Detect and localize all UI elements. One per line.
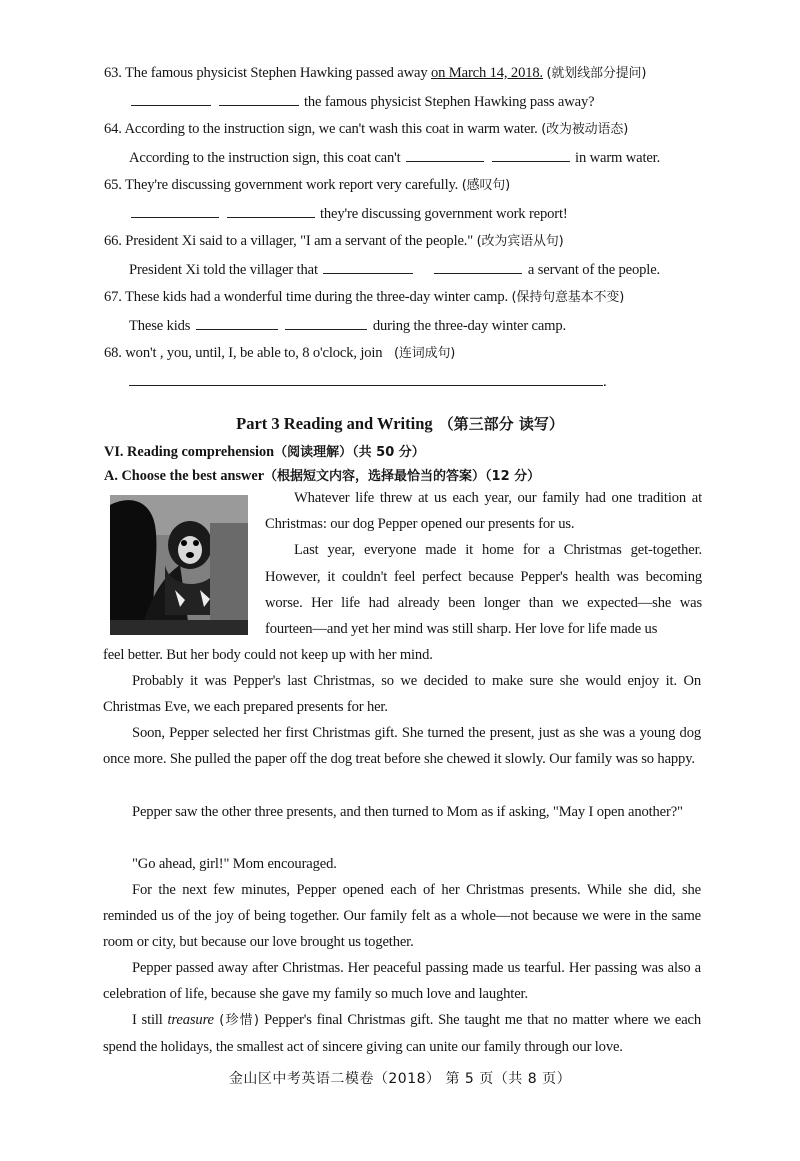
answer-line-66: President Xi told the villager that a servant of the people. [129, 259, 660, 280]
answer-line-64: According to the instruction sign, this coat can't in warm water. [129, 147, 660, 168]
answer-blank[interactable] [129, 371, 603, 386]
section-heading-vi: VI. Reading comprehension（阅读理解）（共 50 分） [104, 444, 425, 460]
answer-blank[interactable] [131, 203, 219, 218]
section-heading-a: A. Choose the best answer（根据短文内容，选择最恰当的答案）（12 分） [104, 468, 541, 484]
passage-wrap [265, 485, 702, 642]
paragraph-7: For the next few minutes, Pepper opened each of her Christmas presents. While she did, she reminded us of the joy of being together. Our family felt as a whole—not because we were in the same room or city, but because our love brought us together. [103, 882, 701, 951]
answer-line-68: . [129, 371, 607, 392]
answer-blank[interactable] [219, 91, 299, 106]
question-64: 64. According to the instruction sign, we can't wash this coat in warm water. (改为被动语态) [104, 121, 629, 137]
underlined-phrase: on March 14, 2018. [431, 65, 544, 81]
answer-blank[interactable] [196, 315, 278, 330]
page-footer: 金山区中考英语二模卷（2018） 第 5 页（共 8 页） [228, 1071, 572, 1087]
paragraph-4: Soon, Pepper selected her first Christmas gift. She turned the present, just as she was a young dog once more. She pulled the paper off the dog treat before she chewed it slowly. Our family was so happy. [103, 725, 701, 768]
part-title: Part 3 Reading and Writing （第三部分 读写） [236, 414, 564, 433]
answer-line-65: they're discussing government work report! [129, 203, 568, 224]
answer-blank[interactable] [492, 147, 570, 162]
question-65: 65. They're discussing government work report very carefully. (感叹句) [104, 177, 511, 193]
treasure-word: treasure [167, 1012, 214, 1028]
answer-line-63: the famous physicist Stephen Hawking pass away? [129, 91, 594, 112]
answer-blank[interactable] [285, 315, 367, 330]
paragraph-2: Last year, everyone made it home for a Christmas get-together. However, it couldn't feel perfect because Pepper's health was becoming worse. Her life had already been longer than we expected—she was fourteen—and yet her mind was still sharp. Her love for life made us [265, 542, 702, 638]
answer-blank[interactable] [434, 259, 522, 274]
answer-blank[interactable] [406, 147, 484, 162]
answer-blank[interactable] [227, 203, 315, 218]
question-63: 63. The famous physicist Stephen Hawking passed away on March 14, 2018. (就划线部分提问) [104, 65, 647, 81]
paragraph-5: Pepper saw the other three presents, and then turned to Mom as if asking, "May I open another?" [132, 804, 683, 820]
question-68: 68. won't , you, until, I, be able to, 8 o'clock, join (连词成句) [104, 345, 456, 361]
paragraph-3: Probably it was Pepper's last Christmas, so we decided to make sure she would enjoy it. On Christmas Eve, we each prepared presents for her. [103, 673, 701, 716]
answer-line-67: These kids during the three-day winter camp. [129, 315, 566, 336]
paragraph-9: I still treasure (珍惜) Pepper's final Christmas gift. She taught me that no matter where we each spend the holidays, the smallest act of sincere giving can unite our family through our love. [103, 1012, 701, 1056]
dog-photo [110, 495, 248, 635]
answer-blank[interactable] [131, 91, 211, 106]
question-67: 67. These kids had a wonderful time during the three-day winter camp. (保持句意基本不变) [104, 289, 625, 305]
answer-blank[interactable] [323, 259, 413, 274]
question-66: 66. President Xi said to a villager, "I am a servant of the people." (改为宾语从句) [104, 233, 564, 249]
paragraph-8: Pepper passed away after Christmas. Her peaceful passing made us tearful. Her passing was also a celebration of life, because she gave my family so much love and laughter. [103, 960, 701, 1003]
paragraph-2-end: feel better. But her body could not keep up with her mind. [103, 647, 433, 663]
paragraph-1: Whatever life threw at us each year, our family had one tradition at Christmas: our dog Pepper opened our presents for us. [265, 490, 702, 533]
dog-photo-image [110, 495, 248, 635]
paragraph-6: "Go ahead, girl!" Mom encouraged. [132, 856, 337, 872]
